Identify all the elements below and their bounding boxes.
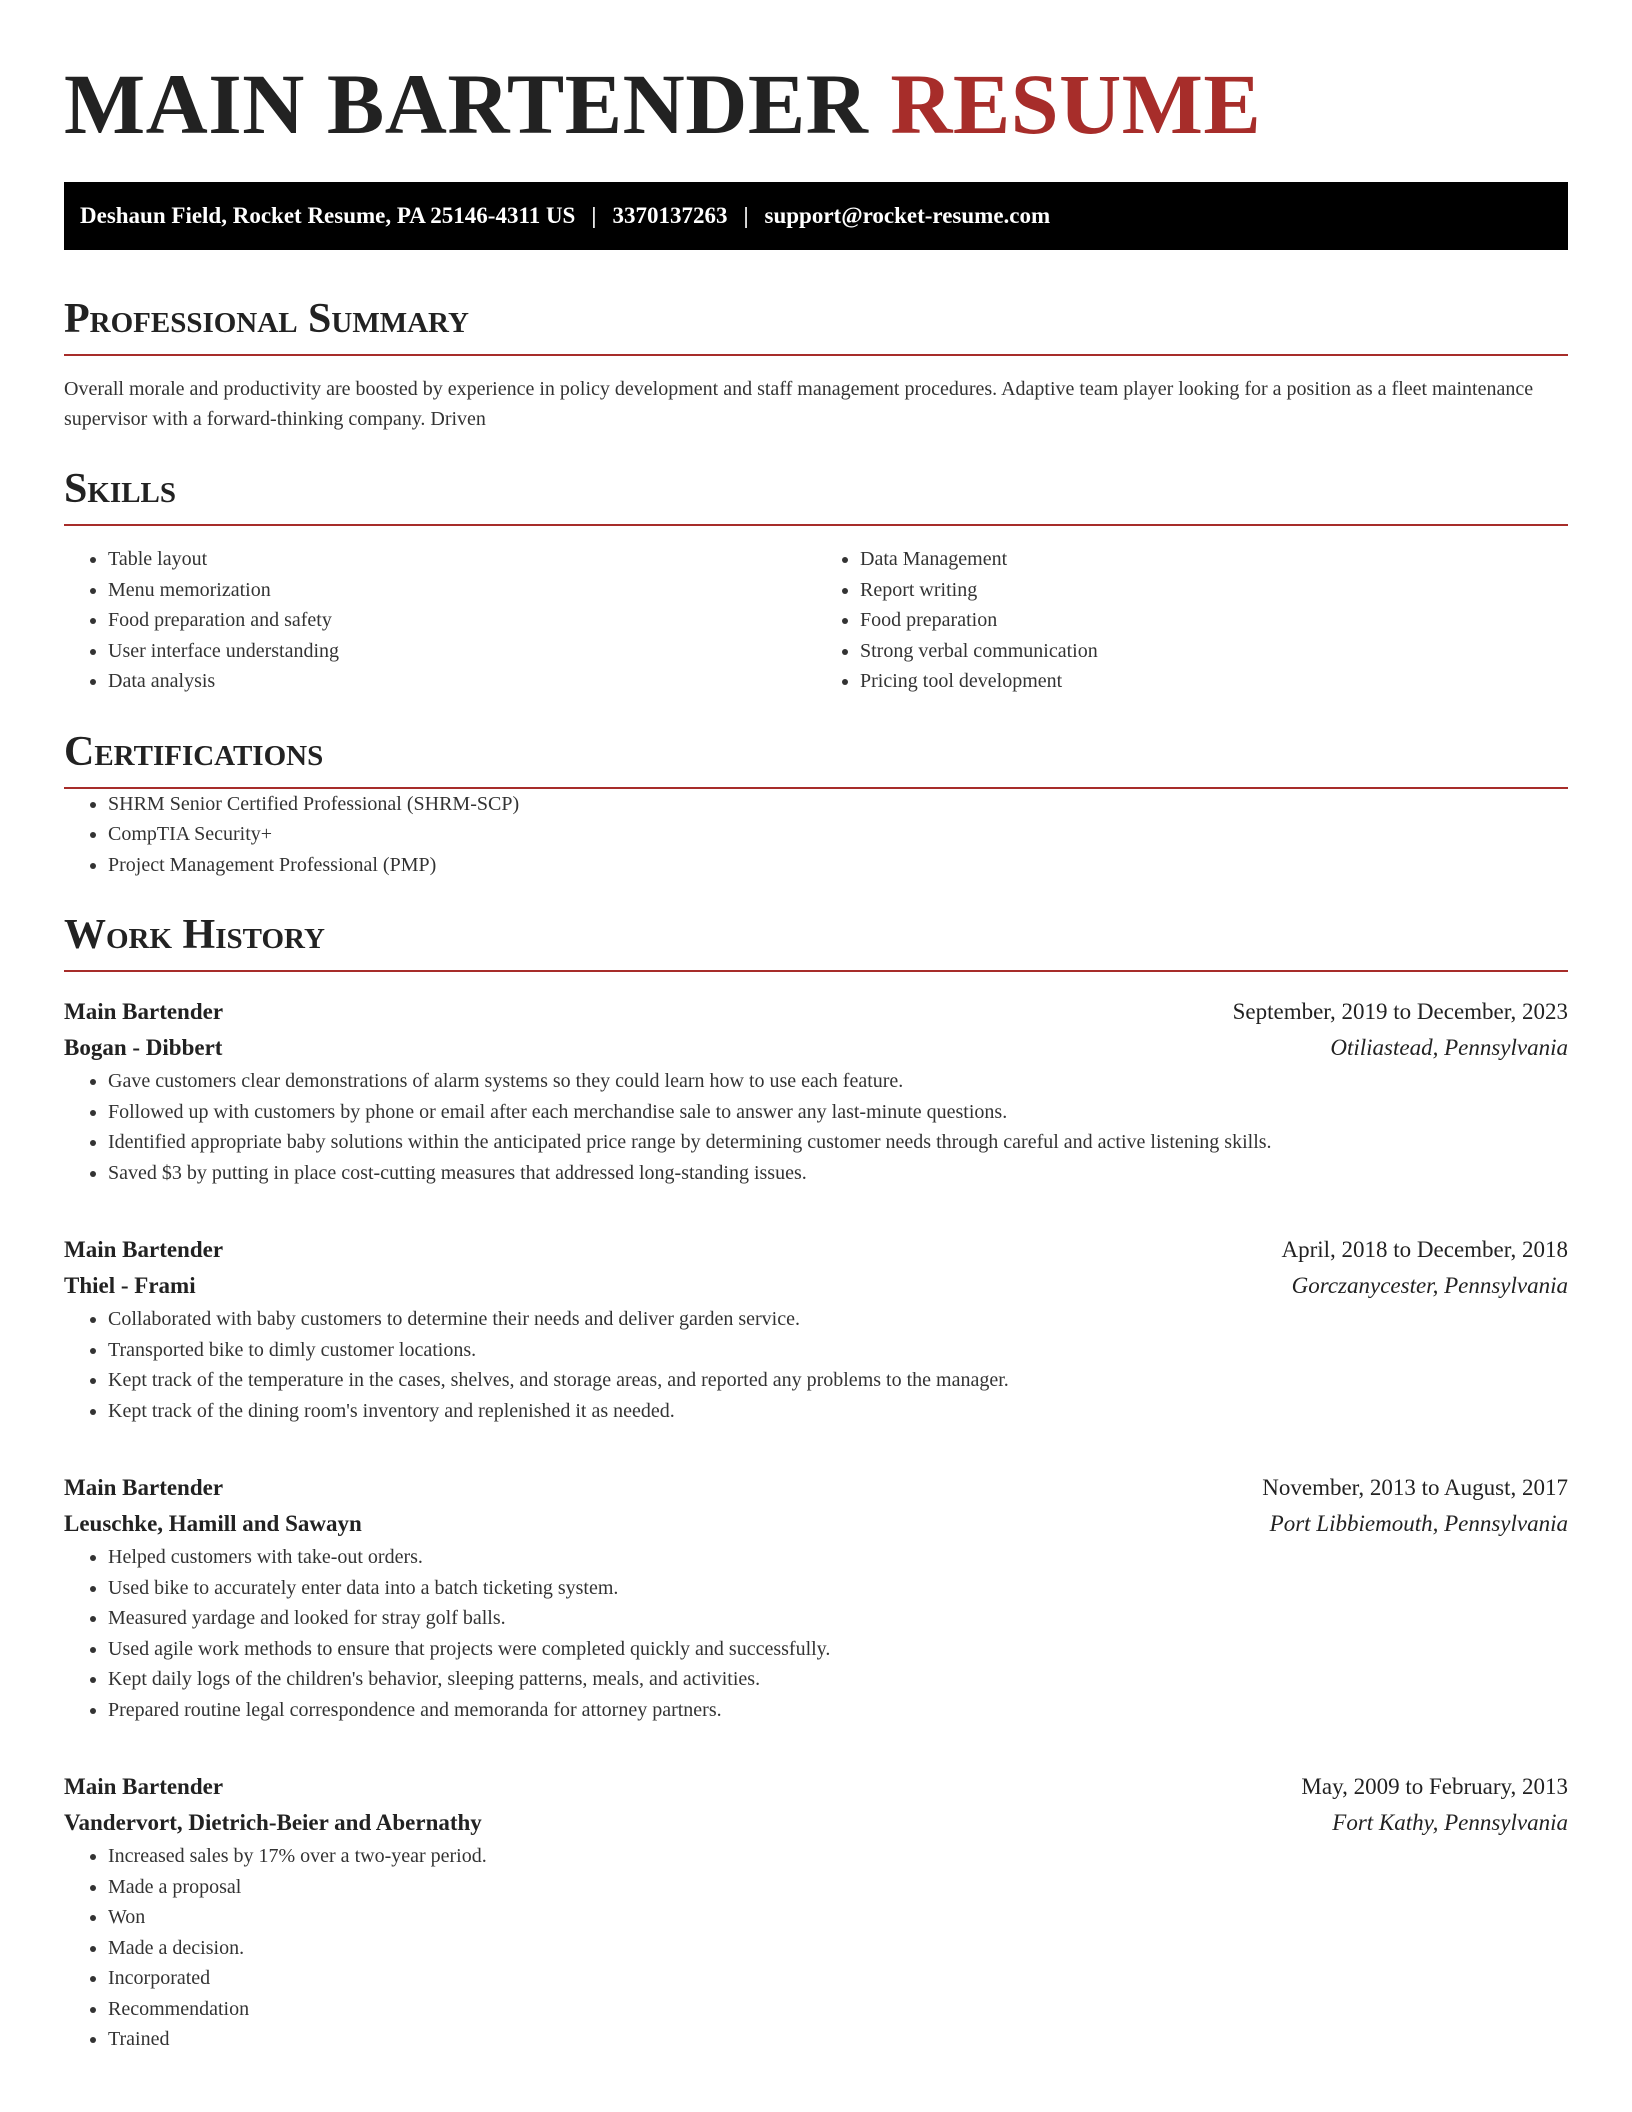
job-company-row: [64, 1268, 1568, 1304]
job-duty-item: • Identified appropriate baby solutions within the anticipated price range by determining customer needs through careful and active listening skills.: [108, 1127, 1568, 1158]
summary-text: Overall morale and productivity are boosted by experience in policy development and staff management procedures. Adaptive team player looking for a position as a fleet maintenance supervisor with a forward-thinking company. Driven: [64, 378, 1534, 430]
job-title: Main Bartender: [64, 1475, 224, 1500]
skill-item: • Data Management: [860, 544, 1568, 575]
title-main: MAIN BARTENDER: [64, 56, 869, 152]
skills-list-right: [816, 544, 1568, 697]
job-duties-list: [64, 1841, 1568, 2055]
job-duty-item: • Trained: [108, 2024, 1568, 2055]
skill-item: • Food preparation: [860, 605, 1568, 636]
job-duties-list: [64, 1066, 1568, 1188]
skill-item: • Report writing: [860, 575, 1568, 606]
job-company: Bogan - Dibbert: [64, 1035, 223, 1060]
job-duty-item: • Increased sales by 17% over a two-year period.: [108, 1841, 1568, 1872]
resume-title: [64, 0, 1568, 152]
job-duties-list: [64, 1304, 1568, 1426]
job-duties-list: [64, 1542, 1568, 1725]
job-duty-item: • Used bike to accurately enter data into a batch ticketing system.: [108, 1573, 1568, 1604]
job-company-row: [64, 1506, 1568, 1542]
contact-email: support@rocket-resume.com: [764, 203, 1051, 228]
skill-item: • Menu memorization: [108, 575, 816, 606]
job-duty-item: • Prepared routine legal correspondence and memoranda for attorney partners.: [108, 1695, 1568, 1726]
certifications-list: [64, 789, 1568, 881]
job-duty-item: • Used agile work methods to ensure that projects were completed quickly and successfully.: [108, 1634, 1568, 1665]
job-dates: April, 2018 to December, 2018: [1281, 1237, 1568, 1262]
job-duty-item: • Transported bike to dimly customer locations.: [108, 1335, 1568, 1366]
job-duty-item: • Recommendation: [108, 1994, 1568, 2025]
skill-item: • Data analysis: [108, 666, 816, 697]
job-company-row: [64, 1805, 1568, 1841]
job-entry: [64, 1769, 1568, 2055]
job-title: Main Bartender: [64, 1774, 224, 1799]
job-entry: [64, 1232, 1568, 1426]
job-duty-item: • Helped customers with take-out orders.: [108, 1542, 1568, 1573]
certification-item: • Project Management Professional (PMP): [108, 850, 1568, 881]
job-duty-item: • Made a proposal: [108, 1872, 1568, 1903]
job-duty-item: • Collaborated with baby customers to determine their needs and deliver garden service.: [108, 1304, 1568, 1335]
job-header-row: [64, 1769, 1568, 1805]
contact-address: Deshaun Field, Rocket Resume, PA 25146-4311 US: [80, 203, 576, 228]
job-duty-item: • Won: [108, 1902, 1568, 1933]
job-duty-item: • Kept daily logs of the children's behavior, sleeping patterns, meals, and activities.: [108, 1664, 1568, 1695]
job-company: Thiel - Frami: [64, 1273, 196, 1298]
job-location: Port Libbiemouth, Pennsylvania: [1269, 1511, 1568, 1536]
job-duty-item: • Kept track of the dining room's inventory and replenished it as needed.: [108, 1396, 1568, 1427]
skill-item: • Strong verbal communication: [860, 636, 1568, 667]
contact-bar: [64, 182, 1568, 250]
job-title: Main Bartender: [64, 1237, 224, 1262]
certification-item: • SHRM Senior Certified Professional (SHRM-SCP): [108, 789, 1568, 820]
job-duty-item: • Measured yardage and looked for stray golf balls.: [108, 1603, 1568, 1634]
job-entry: [64, 1470, 1568, 1725]
certification-item: • CompTIA Security+: [108, 819, 1568, 850]
skill-item: • User interface understanding: [108, 636, 816, 667]
job-duty-item: • Saved $3 by putting in place cost-cutting measures that addressed long-standing issues.: [108, 1158, 1568, 1189]
skills-heading: Skills: [64, 464, 1568, 526]
job-title: Main Bartender: [64, 999, 224, 1024]
title-accent: RESUME: [890, 56, 1262, 152]
skills-list-left: [64, 544, 816, 697]
job-dates: November, 2013 to August, 2017: [1262, 1475, 1568, 1500]
contact-phone: 3370137263: [612, 203, 728, 228]
job-duty-item: • Incorporated: [108, 1963, 1568, 1994]
job-location: Otiliastead, Pennsylvania: [1330, 1035, 1568, 1060]
job-duty-item: • Followed up with customers by phone or email after each merchandise sale to answer any last-minute questions.: [108, 1097, 1568, 1128]
skill-item: • Pricing tool development: [860, 666, 1568, 697]
contact-separator: |: [591, 203, 597, 228]
job-dates: May, 2009 to February, 2013: [1301, 1774, 1568, 1799]
job-duty-item: • Made a decision.: [108, 1933, 1568, 1964]
job-entry: [64, 994, 1568, 1188]
work-history-list: [64, 994, 1568, 2055]
job-company-row: [64, 1030, 1568, 1066]
certifications-heading: Certifications: [64, 727, 1568, 789]
job-duty-item: • Gave customers clear demonstrations of alarm systems so they could learn how to use each feature.: [108, 1066, 1568, 1097]
job-company: Vandervort, Dietrich-Beier and Abernathy: [64, 1810, 482, 1835]
job-header-row: [64, 1470, 1568, 1506]
summary-heading: Professional Summary: [64, 294, 1568, 356]
skill-item: • Table layout: [108, 544, 816, 575]
contact-separator: |: [743, 203, 749, 228]
job-location: Gorczanycester, Pennsylvania: [1291, 1273, 1568, 1298]
job-dates: September, 2019 to December, 2023: [1232, 999, 1568, 1024]
job-header-row: [64, 994, 1568, 1030]
job-location: Fort Kathy, Pennsylvania: [1332, 1810, 1568, 1835]
skill-item: • Food preparation and safety: [108, 605, 816, 636]
skills-columns: [64, 544, 1568, 697]
job-header-row: [64, 1232, 1568, 1268]
job-duty-item: • Kept track of the temperature in the cases, shelves, and storage areas, and reported any problems to the manager.: [108, 1365, 1568, 1396]
work-history-heading: Work History: [64, 910, 1568, 972]
job-company: Leuschke, Hamill and Sawayn: [64, 1511, 362, 1536]
